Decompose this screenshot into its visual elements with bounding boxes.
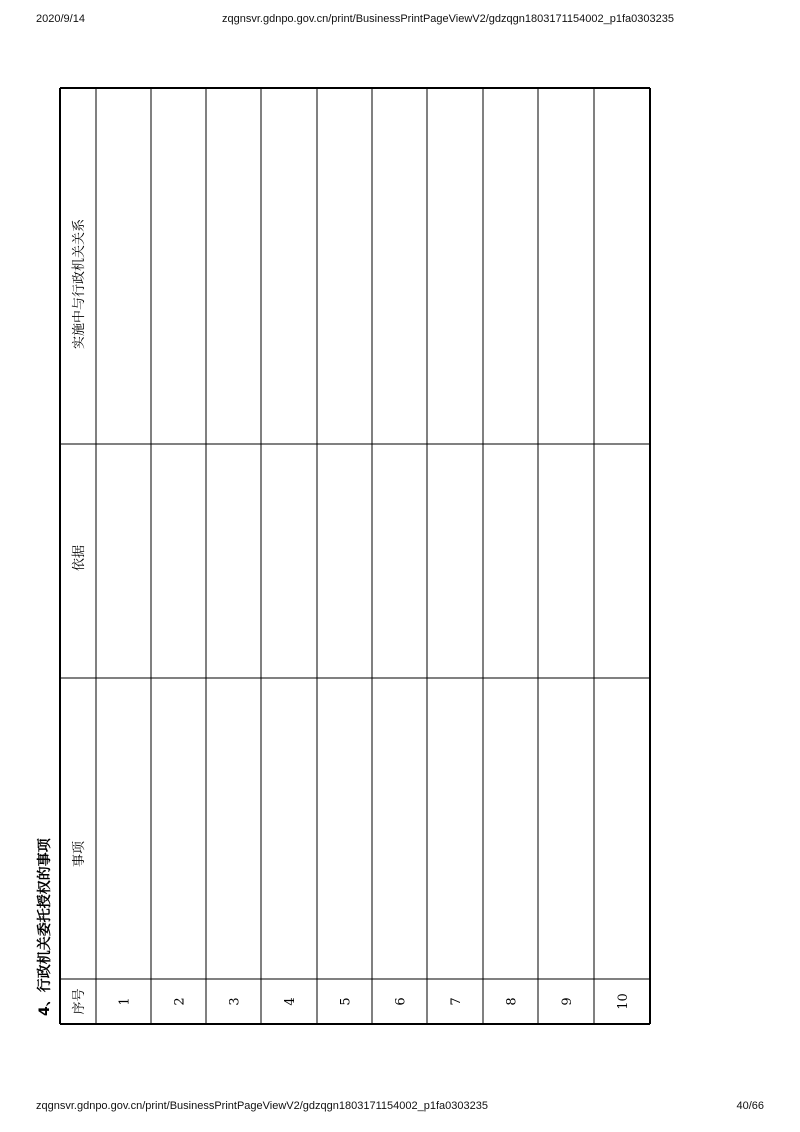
row-number: 5 bbox=[338, 997, 354, 1006]
page-number: 40/66 bbox=[736, 1100, 764, 1112]
row-number: 7 bbox=[449, 997, 464, 1006]
row-number: 6 bbox=[393, 997, 409, 1006]
footer-url: zqgnsvr.gdnpo.gov.cn/print/BusinessPrintPageViewV2/gdzqgn1803171154002_p1fa0303235 bbox=[36, 1100, 488, 1112]
row-number: 3 bbox=[227, 997, 243, 1006]
row-number: 8 bbox=[504, 997, 520, 1006]
row-number: 9 bbox=[560, 997, 575, 1006]
column-header-3: 实施中与行政机关关系 bbox=[72, 218, 87, 350]
row-number: 2 bbox=[172, 997, 188, 1006]
column-header-1: 事项 bbox=[72, 840, 87, 868]
print-date: 2020/9/14 bbox=[36, 13, 85, 25]
column-header-0: 序号 bbox=[72, 988, 87, 1015]
header-url: zqgnsvr.gdnpo.gov.cn/print/BusinessPrintPageViewV2/gdzqgn1803171154002_p1fa0303235 bbox=[222, 13, 674, 25]
rotated-table-block bbox=[37, 88, 650, 1024]
column-header-2: 依据 bbox=[72, 544, 87, 572]
row-number: 10 bbox=[616, 993, 631, 1010]
row-number: 1 bbox=[117, 997, 133, 1006]
section-title: 4、行政机关委托授权的事项 bbox=[37, 838, 53, 1016]
data-table bbox=[60, 88, 650, 1024]
row-number: 4 bbox=[283, 997, 298, 1006]
